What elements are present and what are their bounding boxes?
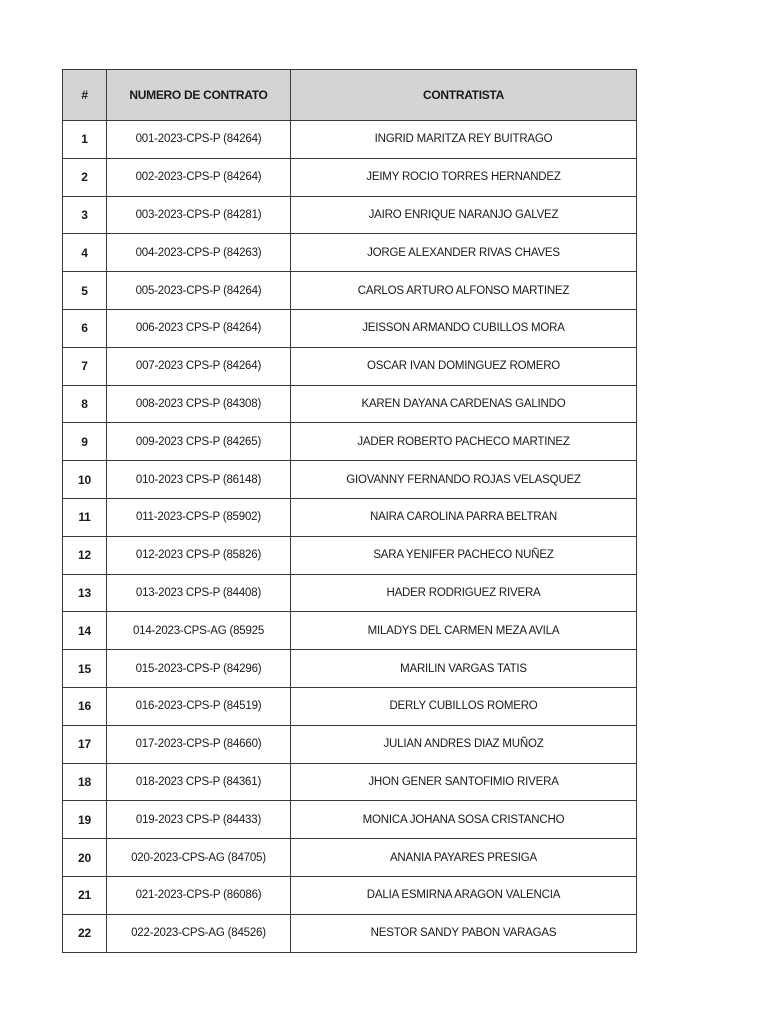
contractor-name-cell: HADER RODRIGUEZ RIVERA (291, 574, 637, 612)
contractor-name-cell: JHON GENER SANTOFIMIO RIVERA (291, 763, 637, 801)
contract-number-cell: 020-2023-CPS-AG (84705) (107, 839, 291, 877)
contract-number-cell: 010-2023 CPS-P (86148) (107, 461, 291, 499)
table-row (63, 612, 637, 650)
header-contractor: CONTRATISTA (291, 70, 637, 121)
contractor-name-cell: OSCAR IVAN DOMINGUEZ ROMERO (291, 347, 637, 385)
contractor-name-cell: DALIA ESMIRNA ARAGON VALENCIA (291, 876, 637, 914)
contract-number-cell: 022-2023-CPS-AG (84526) (107, 914, 291, 952)
contractor-name-cell: JEIMY ROCIO TORRES HERNANDEZ (291, 158, 637, 196)
row-number-cell: 10 (63, 461, 107, 499)
table-row (63, 423, 637, 461)
row-number-cell: 15 (63, 650, 107, 688)
contractor-name-cell: KAREN DAYANA CARDENAS GALINDO (291, 385, 637, 423)
row-number-cell: 3 (63, 196, 107, 234)
contractor-name-cell: MONICA JOHANA SOSA CRISTANCHO (291, 801, 637, 839)
contract-number-cell: 004-2023-CPS-P (84263) (107, 234, 291, 272)
contract-number-cell: 014-2023-CPS-AG (85925 (107, 612, 291, 650)
contract-number-cell: 012-2023 CPS-P (85826) (107, 536, 291, 574)
contractor-name-cell: SARA YENIFER PACHECO NUÑEZ (291, 536, 637, 574)
row-number-cell: 6 (63, 309, 107, 347)
row-number-cell: 8 (63, 385, 107, 423)
table-row (63, 574, 637, 612)
table-row (63, 687, 637, 725)
contractor-name-cell: CARLOS ARTURO ALFONSO MARTINEZ (291, 272, 637, 310)
row-number-cell: 22 (63, 914, 107, 952)
row-number-cell: 1 (63, 121, 107, 159)
row-number-cell: 5 (63, 272, 107, 310)
table-row (63, 347, 637, 385)
table-row (63, 536, 637, 574)
contract-number-cell: 013-2023 CPS-P (84408) (107, 574, 291, 612)
contract-number-cell: 009-2023 CPS-P (84265) (107, 423, 291, 461)
contract-number-cell: 018-2023 CPS-P (84361) (107, 763, 291, 801)
table-row (63, 914, 637, 952)
table-row (63, 839, 637, 877)
contractor-name-cell: JORGE ALEXANDER RIVAS CHAVES (291, 234, 637, 272)
table-row (63, 461, 637, 499)
header-number: # (63, 70, 107, 121)
table-row (63, 385, 637, 423)
table-row (63, 876, 637, 914)
contract-number-cell: 011-2023-CPS-P (85902) (107, 498, 291, 536)
contract-number-cell: 017-2023-CPS-P (84660) (107, 725, 291, 763)
contract-number-cell: 015-2023-CPS-P (84296) (107, 650, 291, 688)
row-number-cell: 16 (63, 687, 107, 725)
table-row (63, 196, 637, 234)
table-row (63, 234, 637, 272)
table-body (63, 121, 637, 953)
row-number-cell: 12 (63, 536, 107, 574)
contractor-name-cell: JULIAN ANDRES DIAZ MUÑOZ (291, 725, 637, 763)
contractor-name-cell: NAIRA CAROLINA PARRA BELTRAN (291, 498, 637, 536)
contractor-name-cell: JEISSON ARMANDO CUBILLOS MORA (291, 309, 637, 347)
row-number-cell: 4 (63, 234, 107, 272)
table-row (63, 121, 637, 159)
header-contract-number: NUMERO DE CONTRATO (107, 70, 291, 121)
row-number-cell: 9 (63, 423, 107, 461)
row-number-cell: 21 (63, 876, 107, 914)
table-row (63, 801, 637, 839)
row-number-cell: 11 (63, 498, 107, 536)
row-number-cell: 18 (63, 763, 107, 801)
contractor-name-cell: MARILIN VARGAS TATIS (291, 650, 637, 688)
contract-number-cell: 007-2023 CPS-P (84264) (107, 347, 291, 385)
contractor-name-cell: ANANIA PAYARES PRESIGA (291, 839, 637, 877)
table-row (63, 309, 637, 347)
row-number-cell: 17 (63, 725, 107, 763)
contractor-name-cell: JADER ROBERTO PACHECO MARTINEZ (291, 423, 637, 461)
contract-number-cell: 006-2023 CPS-P (84264) (107, 309, 291, 347)
contracts-sheet (62, 69, 636, 953)
row-number-cell: 14 (63, 612, 107, 650)
contract-number-cell: 005-2023-CPS-P (84264) (107, 272, 291, 310)
contractor-name-cell: JAIRO ENRIQUE NARANJO GALVEZ (291, 196, 637, 234)
row-number-cell: 13 (63, 574, 107, 612)
contracts-table (62, 69, 637, 953)
contractor-name-cell: DERLY CUBILLOS ROMERO (291, 687, 637, 725)
row-number-cell: 20 (63, 839, 107, 877)
row-number-cell: 7 (63, 347, 107, 385)
contract-number-cell: 002-2023-CPS-P (84264) (107, 158, 291, 196)
contractor-name-cell: MILADYS DEL CARMEN MEZA AVILA (291, 612, 637, 650)
table-row (63, 763, 637, 801)
contract-number-cell: 019-2023 CPS-P (84433) (107, 801, 291, 839)
contract-number-cell: 008-2023 CPS-P (84308) (107, 385, 291, 423)
contract-number-cell: 003-2023-CPS-P (84281) (107, 196, 291, 234)
header-row (63, 70, 637, 121)
contractor-name-cell: NESTOR SANDY PABON VARAGAS (291, 914, 637, 952)
row-number-cell: 19 (63, 801, 107, 839)
contract-number-cell: 021-2023-CPS-P (86086) (107, 876, 291, 914)
table-row (63, 158, 637, 196)
table-row (63, 498, 637, 536)
contractor-name-cell: INGRID MARITZA REY BUITRAGO (291, 121, 637, 159)
table-header (63, 70, 637, 121)
contract-number-cell: 016-2023-CPS-P (84519) (107, 687, 291, 725)
table-row (63, 650, 637, 688)
table-row (63, 725, 637, 763)
contract-number-cell: 001-2023-CPS-P (84264) (107, 121, 291, 159)
table-row (63, 272, 637, 310)
contractor-name-cell: GIOVANNY FERNANDO ROJAS VELASQUEZ (291, 461, 637, 499)
row-number-cell: 2 (63, 158, 107, 196)
